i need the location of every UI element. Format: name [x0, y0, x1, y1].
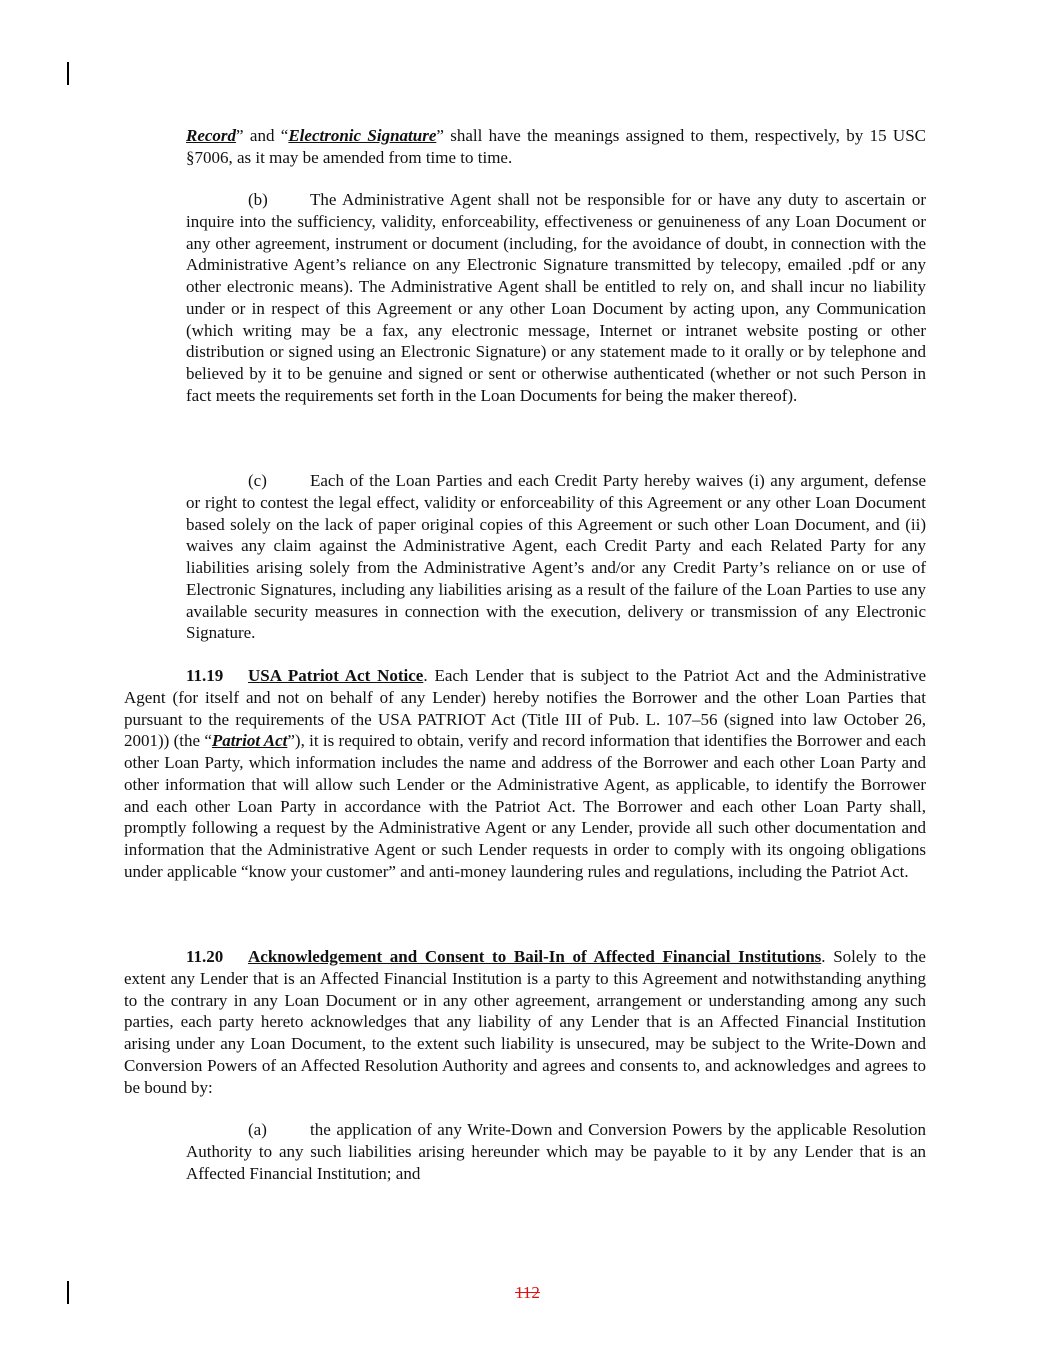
section-11-19: 11.19 USA Patriot Act Notice. Each Lender that is subject to the Patriot Act and the Administrative Agent (for itself and not on behalf of any Lender) hereby notifies the Borrower and the other Loan Parties that pursuant to the requirements of the USA PATRIOT Act (Title III of Pub. L. 107–56 (signed into law October 26, 2001)) (the “Patriot Act”), it is required to obtain, verify and record information that identifies the Borrower and each other Loan Party, which information includes the name and address of the Borrower and each other Loan Party and other information that will allow such Lender or the Administrative Agent, as applicable, to identify the Borrower and each other Loan Party in accordance with the Patriot Act. The Borrower and each other Loan Party shall, promptly following a request by the Administrative Agent or any Lender, provide all such other documentation and information that the Administrative Agent or such Lender requests in order to comply with its ongoing obligations under applicable “know your customer” and anti-money laundering rules and regulations, including the Patriot Act. — [124, 666, 927, 881]
paragraph-c — [186, 470, 926, 644]
section-11-20: 11.20 Acknowledgement and Consent to Bail-In of Affected Financial Institutions. Solely to the extent any Lender that is an Affected Financial Institution is a party to this Agreement and notwithstanding anything to the contrary in any Loan Document or in any other agreement, arrangement or understanding among any such parties, each party hereto acknowledges that any liability of any Lender that is an Affected Financial Institution arising under any Loan Document, to the extent such liability is unsecured, may be subject to the Write-Down and Conversion Powers of an Affected Resolution Authority and agrees and consents to, and acknowledges and agrees to be bound by: — [124, 947, 926, 1097]
section-number: 11.20 — [186, 947, 224, 966]
paragraph-label: (a) — [248, 1120, 267, 1139]
paragraph-a — [186, 1119, 926, 1184]
paragraph-text: Each of the Loan Parties and each Credit Party hereby waives (i) any argument, defense or right to contest the legal effect, validity or enforceability of this Agreement or any other Loan Document based solely on the lack of paper original copies of this Agreement or such other Loan Document, and (ii) waives any claim against the Administrative Agent, each Credit Party and each Related Party for any liabilities arising solely from the Administrative Agent’s and/or any Credit Party’s reliance on or use of Electronic Signatures, including any liabilities arising as a result of the failure of the Loan Parties to use any available security measures in connection with the execution, delivery or transmission of any Electronic Signature. — [186, 471, 926, 643]
paragraph-text: the application of any Write-Down and Conversion Powers by the applicable Resolution Authority to any such liabilities arising hereunder which may be payable to it by any Lender that is an Affected Financial Institution; and — [186, 1120, 926, 1183]
paragraph-label: (b) — [248, 190, 268, 209]
defined-term-record: Record — [186, 126, 237, 145]
defined-term-patriot-act: Patriot Act — [211, 731, 288, 751]
continuation-paragraph: Record” and “Electronic Signature” shall have the meanings assigned to them, respectively, by 15 USC §7006, as it may be amended from time to time. — [186, 126, 926, 167]
defined-term-electronic-signature: Electronic Signature — [288, 126, 437, 145]
section-number: 11.19 — [186, 666, 224, 685]
paragraph-label: (c) — [248, 471, 267, 490]
section-title: USA Patriot Act Notice — [248, 666, 424, 685]
change-bar-top — [67, 62, 69, 85]
page-number: 112 — [515, 1283, 540, 1302]
section-title: Acknowledgement and Consent to Bail-In of Affected Financial Institutions — [248, 947, 822, 966]
paragraph-b — [186, 189, 926, 407]
paragraph-text: The Administrative Agent shall not be responsible for or have any duty to ascertain or inquire into the sufficiency, validity, enforceability, effectiveness or genuineness of any Loan Document or any other agreement, instrument or document (including, for the avoidance of doubt, in connection with the Administrative Agent’s reliance on any Electronic Signature transmitted by telecopy, emailed .pdf or any other electronic means). The Administrative Agent shall be entitled to rely on, and shall incur no liability under or in respect of this Agreement or any other Loan Document by acting upon, any Communication (which writing may be a fax, any electronic message, Internet or intranet website posting or other distribution or signed using an Electronic Signature) or any statement made to it orally or by telephone and believed by it to be genuine and signed or sent or otherwise authenticated (whether or not such Person in fact meets the requirements set forth in the Loan Documents for being the maker thereof). — [186, 190, 926, 405]
